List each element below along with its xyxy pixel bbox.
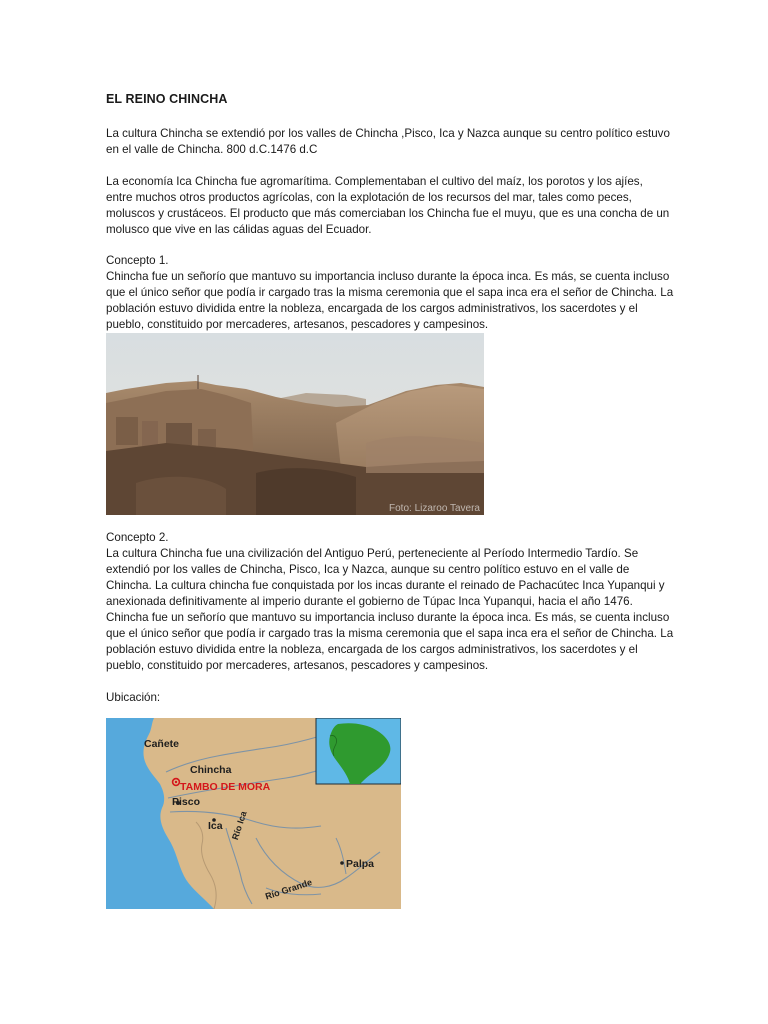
concepto2-paragraph [106, 530, 674, 674]
intro-paragraph [106, 126, 670, 158]
text-line: moluscos y crustáceos. El producto que más comerciaban los Chincha fue el muyu, que es una concha de un [106, 207, 670, 220]
map-label-palpa: Palpa [346, 858, 375, 870]
text-line: población estuvo dividida entre la nobleza, encargada de los cargos administrativos, los sacerdotes y el [106, 302, 638, 315]
text-line: La economía Ica Chincha fue agromarítima. Complementaban el cultivo del maíz, los porotos y los ajíes, [106, 175, 643, 188]
text-line: pueblo, constituido por mercaderes, artesanos, pescadores y campesinos. [106, 318, 489, 331]
map-label-ica: Ica [208, 820, 223, 832]
text-line: Chincha fue un señorío que mantuvo su importancia incluso durante la época inca. Es más, se cuenta incluso [106, 270, 670, 283]
concepto1-paragraph [106, 253, 674, 333]
economy-paragraph [106, 174, 670, 238]
ubicacion-heading [106, 690, 666, 706]
text-line: entre muchos otros productos agrícolas, con la explotación de los recursos del mar, tales como peces, [106, 191, 632, 204]
text-line: extendió por los valles de Chincha, Pisco, Ica y Nazca, aunque su centro político estuvo en el valle de [106, 563, 630, 576]
text-line: Chincha fue un señorío que mantuvo su importancia incluso durante la época inca. Es más, se cuenta incluso [106, 611, 670, 624]
text-line: Chincha. La cultura chincha fue conquistada por los incas durante el reinado de Pachacútec Inca Yupanqui y [106, 579, 665, 592]
text-line: que el único señor que podía ir cargado tras la misma ceremonia que el sapa inca era el señor de Chincha. La [106, 286, 674, 299]
section-heading: Ubicación: [106, 691, 161, 704]
photo-credit: Foto: Lizaroo Tavera [389, 503, 480, 514]
ruins-photo [106, 333, 484, 515]
text-line: La cultura Chincha se extendió por los valles de Chincha ,Pisco, Ica y Nazca aunque su centro político estuvo [106, 127, 670, 140]
map-label-rio-grande: Río Grande [264, 877, 314, 902]
map-label-pisco: Pisco [172, 796, 201, 808]
text-line: que el único señor que podía ir cargado tras la misma ceremonia que el sapa inca era el señor de Chincha. La [106, 627, 674, 640]
text-line: en el valle de Chincha. 800 d.C.1476 d.C [106, 143, 318, 156]
text-line: La cultura Chincha fue una civilización del Antiguo Perú, perteneciente al Período Intermedio Tardío. Se [106, 547, 639, 560]
section-heading: Concepto 2. [106, 531, 169, 544]
text-line: población estuvo dividida entre la nobleza, encargada de los cargos administrativos, los sacerdotes y el [106, 643, 638, 656]
map-label-rio-ica: Río Ica [230, 809, 249, 842]
map-label-chincha: Chincha [190, 764, 232, 776]
map-label-canete: Cañete [144, 738, 180, 750]
text-line: pueblo, constituido por mercaderes, artesanos, pescadores y campesinos. [106, 659, 489, 672]
section-heading: Concepto 1. [106, 254, 169, 267]
text-line: anexionada definitivamente al imperio durante el gobierno de Túpac Inca Yupanqui, hacia el año 1476. [106, 595, 633, 608]
map-label-tambo-de-mora: TAMBO DE MORA [180, 781, 271, 793]
ruins-photo-image [106, 333, 484, 515]
document-title: EL REINO CHINCHA [106, 92, 228, 106]
text-line: molusco que vive en las cálidas aguas del Ecuador. [106, 223, 372, 236]
location-map [106, 718, 401, 909]
